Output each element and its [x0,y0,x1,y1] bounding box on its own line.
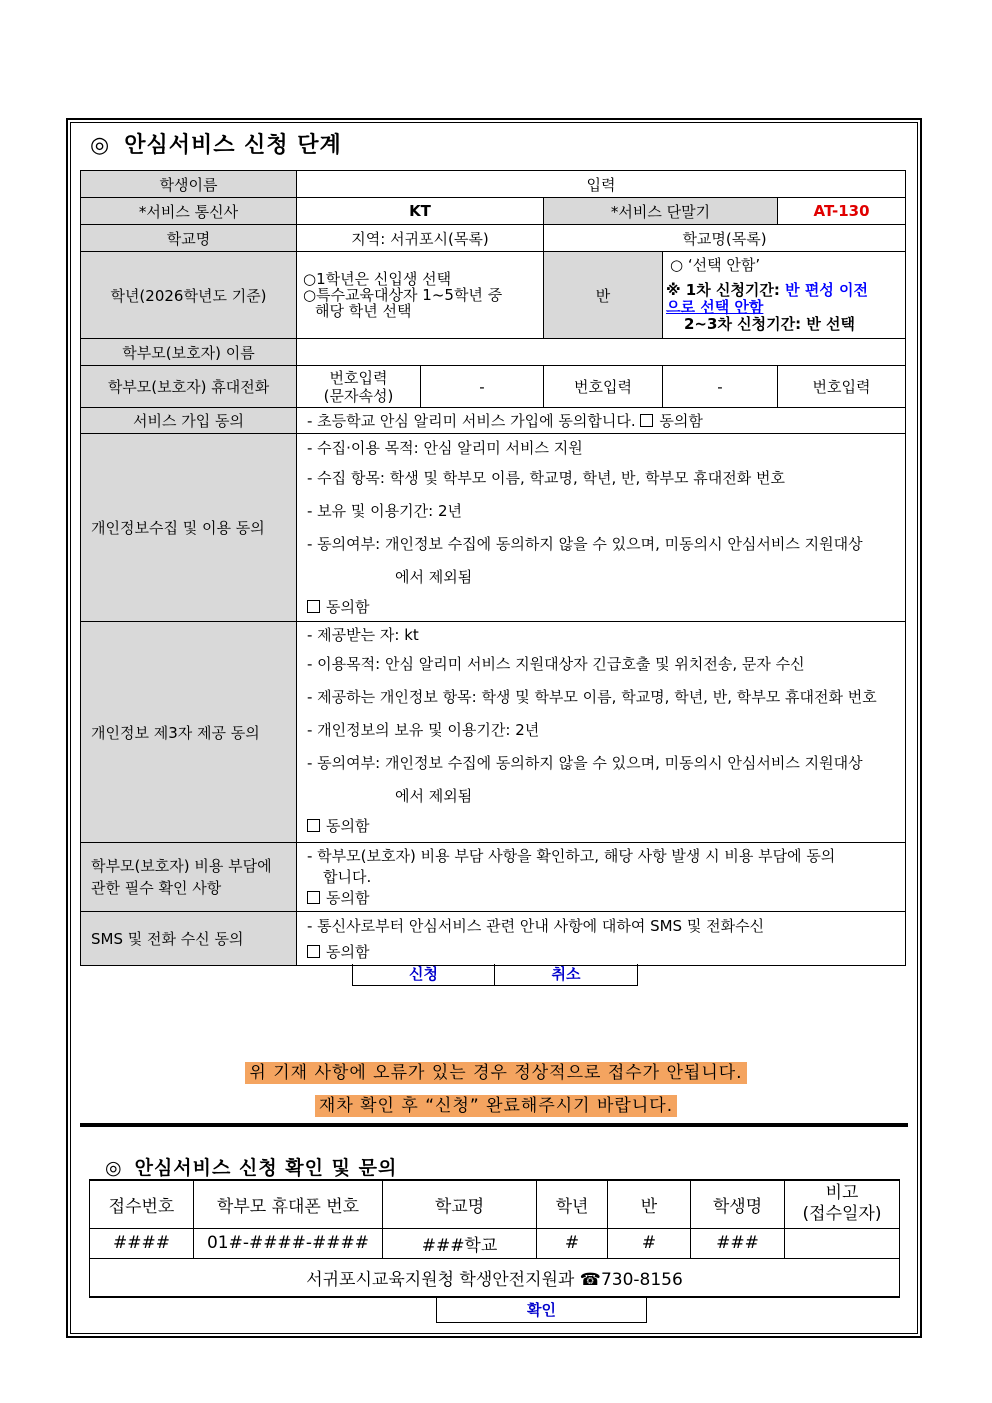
sms-cell [297,912,906,966]
cost-line-2: 합니다. [323,867,372,886]
inquiry-contact-row [90,1258,900,1297]
application-form [80,170,906,966]
privacy-checkbox[interactable] [307,600,320,613]
row-third-party [81,622,906,843]
class-note-2-blue: 반 편성 이전 [785,281,869,299]
double-circle-icon: ◎ [90,133,111,158]
phone-dash-1: - [421,366,544,408]
class-note-3-blue: 으로 선택 안함 [666,298,764,316]
cost-cell [297,843,906,912]
third-party-line-1: - 제공받는 자: kt [307,626,419,644]
phone-part-1-hint: (문자속성) [323,386,394,405]
student-name-input[interactable]: 입력 [297,171,906,198]
phone-part-1-input[interactable] [297,366,421,408]
section-title-inquiry [105,1153,397,1180]
parent-name-input[interactable] [297,339,906,366]
phone-part-3-input[interactable]: 번호입력 [778,366,906,408]
header-class: 반 [608,1180,691,1228]
confirm-button[interactable]: 확인 [436,1297,647,1323]
inquiry-table [89,1179,900,1298]
label-student-name: 학생이름 [81,171,297,198]
sms-check-label: 동의함 [326,942,370,961]
label-cost-2: 관한 필수 확인 사항 [91,879,222,897]
section-title-apply [90,128,342,159]
class-note-2: ※ 1차 신청기간: [666,281,786,299]
cell-receipt-no: #### [90,1228,194,1258]
row-parent-name [81,339,906,366]
privacy-line-1: - 수집·이용 목적: 안심 알리미 서비스 지원 [307,439,583,457]
cost-line-1: - 학부모(보호자) 비용 부담 사항을 확인하고, 해당 사항 발생 시 비용 부담에 동의 [307,846,836,865]
header-parent-phone: 학부모 휴대폰 번호 [194,1180,383,1228]
third-party-check-label: 동의함 [326,817,370,835]
warning-text-1: 위 기재 사항에 오류가 있는 경우 정상적으로 접수가 안됩니다. [245,1062,746,1084]
privacy-line-5: 에서 제외됨 [395,568,473,586]
grade-note-2: ○특수교육대상자 1~5학년 중 [303,286,503,304]
class-note-4: 2~3차 신청기간: 반 선택 [684,315,856,333]
join-consent-checkbox[interactable] [640,414,653,427]
row-privacy [81,434,906,622]
sms-checkbox[interactable] [307,945,320,958]
school-select[interactable]: 학교명(목록) [544,225,906,252]
label-parent-name: 학부모(보호자) 이름 [81,339,297,366]
third-party-line-2: - 이용목적: 안심 알리미 서비스 지원대상자 긴급호출 및 위치전송, 문자 수신 [307,655,805,673]
label-device: *서비스 단말기 [544,198,778,225]
cell-class: # [608,1228,691,1258]
section-divider [80,1123,908,1127]
third-party-checkbox[interactable] [307,819,320,832]
join-consent-check-label: 동의함 [659,412,703,430]
third-party-cell [297,622,906,843]
label-grade: 학년(2026학년도 기준) [81,252,297,339]
header-remark-2: (접수일자) [802,1204,882,1225]
label-parent-phone: 학부모(보호자) 휴대전화 [81,366,297,408]
inquiry-header-row [90,1180,900,1228]
cell-school: ###학교 [383,1228,537,1258]
warning-text-2: 재차 확인 후 “신청” 완료해주시기 바랍니다. [315,1095,677,1117]
carrier-select[interactable]: KT [297,198,544,225]
label-school: 학교명 [81,225,297,252]
section-2-title-text: 안심서비스 신청 확인 및 문의 [134,1157,398,1179]
label-privacy: 개인정보수집 및 이용 동의 [81,434,297,622]
privacy-check-label: 동의함 [326,598,370,616]
label-cost-1: 학부모(보호자) 비용 부담에 [91,857,272,875]
row-carrier [81,198,906,225]
row-school [81,225,906,252]
phone-dash-2: - [663,366,778,408]
header-receipt-no: 접수번호 [90,1180,194,1228]
privacy-line-4: - 동의여부: 개인정보 수집에 동의하지 않을 수 있으며, 미동의시 안심서비스 지원대상 [307,535,863,553]
label-carrier: *서비스 통신사 [81,198,297,225]
cost-checkbox[interactable] [307,891,320,904]
phone-part-1-text: 번호입력 [329,368,388,387]
form-buttons [352,964,638,986]
header-remark [785,1180,900,1228]
third-party-line-6: 에서 제외됨 [395,787,473,805]
row-grade [81,252,906,339]
class-select[interactable] [663,252,906,339]
join-consent-cell [297,408,906,434]
cell-student-name: ### [691,1228,785,1258]
double-circle-icon-2: ◎ [105,1157,123,1179]
cancel-button[interactable]: 취소 [495,964,638,986]
third-party-line-5: - 동의여부: 개인정보 수집에 동의하지 않을 수 있으며, 미동의시 안심서비스 지원대상 [307,754,863,772]
warning-line-2 [0,1091,992,1116]
device-select[interactable]: AT-130 [778,198,906,225]
privacy-cell [297,434,906,622]
inquiry-data-row [90,1228,900,1258]
label-sms: SMS 및 전화 수신 동의 [81,912,297,966]
row-sms [81,912,906,966]
privacy-line-2: - 수집 항목: 학생 및 학부모 이름, 학교명, 학년, 반, 학부모 휴대전화 번호 [307,469,785,487]
grade-note-1: ○1학년은 신입생 선택 [303,270,452,288]
cell-grade: # [537,1228,608,1258]
section-title-text: 안심서비스 신청 단계 [124,133,342,158]
row-student-name [81,171,906,198]
cell-parent-phone: 01#-####-#### [194,1228,383,1258]
label-cost [81,843,297,912]
join-consent-text: - 초등학교 안심 알리미 서비스 가입에 동의합니다. [307,412,636,430]
row-parent-phone [81,366,906,408]
privacy-line-3: - 보유 및 이용기간: 2년 [307,502,463,520]
third-party-line-3: - 제공하는 개인정보 항목: 학생 및 학부모 이름, 학교명, 학년, 반, 학부모 휴대전화 번호 [307,688,877,706]
region-select[interactable]: 지역: 서귀포시(목록) [297,225,544,252]
contact-info: 서귀포시교육지원청 학생안전지원과 ☎730-8156 [90,1258,900,1297]
grade-select[interactable] [297,252,544,339]
apply-button[interactable]: 신청 [352,964,495,986]
label-third-party: 개인정보 제3자 제공 동의 [81,622,297,843]
header-school: 학교명 [383,1180,537,1228]
phone-part-2-input[interactable]: 번호입력 [544,366,663,408]
cost-check-label: 동의함 [326,888,370,907]
third-party-line-4: - 개인정보의 보유 및 이용기간: 2년 [307,721,540,739]
header-grade: 학년 [537,1180,608,1228]
class-note-1: ○ ‘선택 안함’ [670,256,761,274]
warning-line-1 [0,1058,992,1083]
label-class: 반 [544,252,663,339]
sms-line: - 통신사로부터 안심서비스 관련 안내 사항에 대하여 SMS 및 전화수신 [307,916,765,935]
label-join-consent: 서비스 가입 동의 [81,408,297,434]
row-join-consent [81,408,906,434]
grade-note-3: 해당 학년 선택 [315,302,412,320]
cell-remark [785,1228,900,1258]
row-cost [81,843,906,912]
header-student-name: 학생명 [691,1180,785,1228]
header-remark-1: 비고 [825,1183,859,1204]
